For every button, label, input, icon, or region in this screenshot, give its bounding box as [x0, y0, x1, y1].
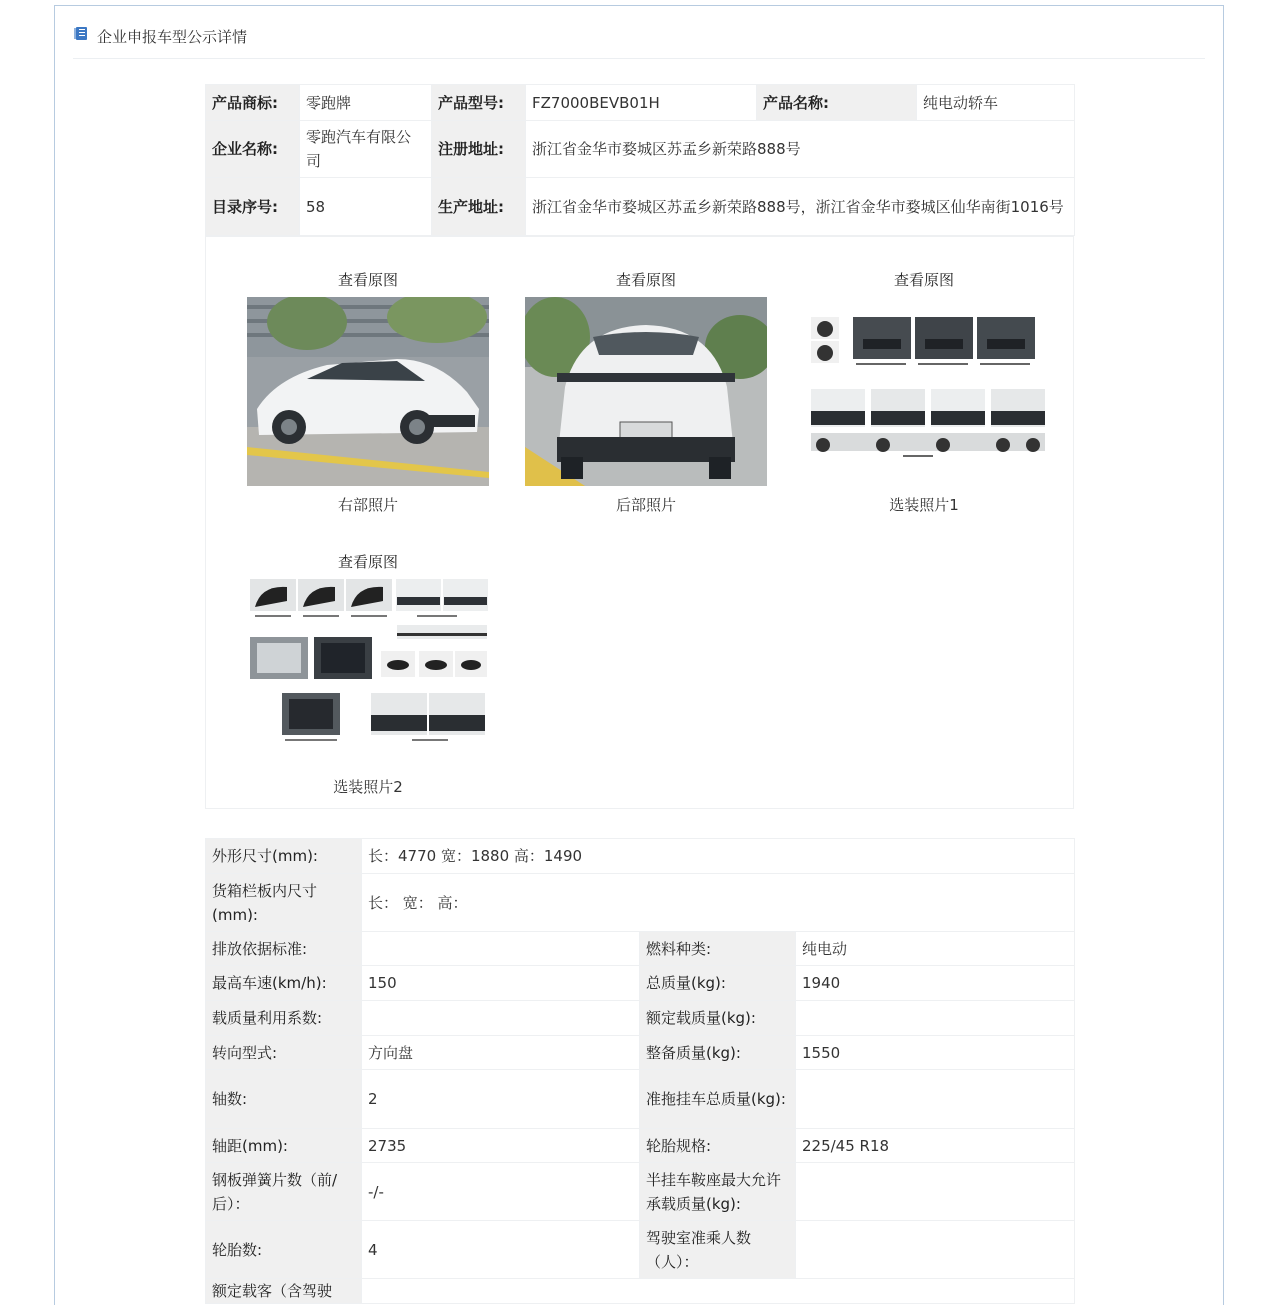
- load-coef-value: [362, 1001, 640, 1036]
- photo-option-2: [247, 551, 489, 798]
- catalog-value: 58: [300, 178, 432, 236]
- trailer-value: [796, 1070, 1075, 1129]
- photo-right: [247, 269, 489, 516]
- fuel-value: 纯电动: [796, 932, 1075, 966]
- wheelbase-value: 2735: [362, 1129, 640, 1163]
- semi-value: [796, 1163, 1075, 1221]
- company-label: 企业名称:: [206, 121, 300, 178]
- cab-value: [796, 1221, 1075, 1279]
- view-original-link[interactable]: 查看原图: [615, 271, 676, 289]
- brand-label: 产品商标:: [206, 85, 300, 121]
- steer-value: 方向盘: [362, 1036, 640, 1070]
- dim-label: 外形尺寸(mm):: [206, 839, 362, 874]
- photo-rear: [525, 269, 767, 516]
- photo-caption: 选装照片1: [889, 496, 959, 514]
- rear-photo-image[interactable]: [525, 297, 767, 486]
- rated-load-value: [796, 1001, 1075, 1036]
- passenger-label: 额定载客（含驾驶: [206, 1279, 362, 1304]
- speed-value: 150: [362, 966, 640, 1001]
- photo-option-1: [803, 269, 1045, 516]
- product-info-table: [205, 84, 1075, 236]
- photo-gallery: [205, 236, 1074, 809]
- tire-value: 225/45 R18: [796, 1129, 1075, 1163]
- panel-title: 企业申报车型公示详情: [97, 28, 248, 46]
- product-name-label: 产品名称:: [757, 85, 917, 121]
- reg-addr-label: 注册地址:: [432, 121, 526, 178]
- model-label: 产品型号:: [432, 85, 526, 121]
- cargo-value: 长： 宽： 高：: [362, 874, 1075, 932]
- prod-addr-value: 浙江省金华市婺城区苏孟乡新荣路888号，浙江省金华市婺城区仙华南街1016号: [526, 178, 1075, 236]
- tires-value: 4: [362, 1221, 640, 1279]
- curb-value: 1550: [796, 1036, 1075, 1070]
- panel-header: [73, 20, 1205, 59]
- spring-value: -/-: [362, 1163, 640, 1221]
- photo-caption: 后部照片: [615, 496, 676, 514]
- load-coef-label: 载质量利用系数:: [206, 1001, 362, 1036]
- tires-label: 轮胎数:: [206, 1221, 362, 1279]
- tire-label: 轮胎规格:: [640, 1129, 796, 1163]
- view-original-link[interactable]: 查看原图: [337, 553, 398, 571]
- view-original-link[interactable]: 查看原图: [893, 271, 954, 289]
- reg-addr-value: 浙江省金华市婺城区苏孟乡新荣路888号: [526, 121, 1075, 178]
- axles-value: 2: [362, 1070, 640, 1129]
- option-photo-2-image[interactable]: [247, 579, 489, 768]
- total-mass-label: 总质量(kg):: [640, 966, 796, 1001]
- emission-value: [362, 932, 640, 966]
- fuel-label: 燃料种类:: [640, 932, 796, 966]
- view-original-link[interactable]: 查看原图: [337, 271, 398, 289]
- right-photo-image[interactable]: [247, 297, 489, 486]
- steer-label: 转向型式:: [206, 1036, 362, 1070]
- spec-table: [205, 838, 1075, 1304]
- emission-label: 排放依据标准:: [206, 932, 362, 966]
- product-name-value: 纯电动轿车: [917, 85, 1075, 121]
- rated-load-label: 额定载质量(kg):: [640, 1001, 796, 1036]
- cab-label: 驾驶室准乘人数（人）：: [640, 1221, 796, 1279]
- spring-label: 钢板弹簧片数（前/后）：: [206, 1163, 362, 1221]
- prod-addr-label: 生产地址:: [432, 178, 526, 236]
- axles-label: 轴数:: [206, 1070, 362, 1129]
- total-mass-value: 1940: [796, 966, 1075, 1001]
- company-value: 零跑汽车有限公司: [300, 121, 432, 178]
- catalog-label: 目录序号:: [206, 178, 300, 236]
- dim-value: 长：4770 宽：1880 高：1490: [362, 839, 1075, 874]
- book-icon: [76, 27, 87, 40]
- brand-value: 零跑牌: [300, 85, 432, 121]
- trailer-label: 准拖挂车总质量(kg):: [640, 1070, 796, 1129]
- wheelbase-label: 轴距(mm):: [206, 1129, 362, 1163]
- passenger-value: [362, 1279, 1075, 1304]
- curb-label: 整备质量(kg):: [640, 1036, 796, 1070]
- photo-caption: 右部照片: [337, 496, 398, 514]
- model-value: FZ7000BEVB01H: [526, 85, 757, 121]
- speed-label: 最高车速(km/h):: [206, 966, 362, 1001]
- semi-label: 半挂车鞍座最大允许承载质量(kg):: [640, 1163, 796, 1221]
- photo-caption: 选装照片2: [333, 778, 403, 796]
- option-photo-1-image[interactable]: [803, 297, 1045, 486]
- cargo-label: 货箱栏板内尺寸(mm):: [206, 874, 362, 932]
